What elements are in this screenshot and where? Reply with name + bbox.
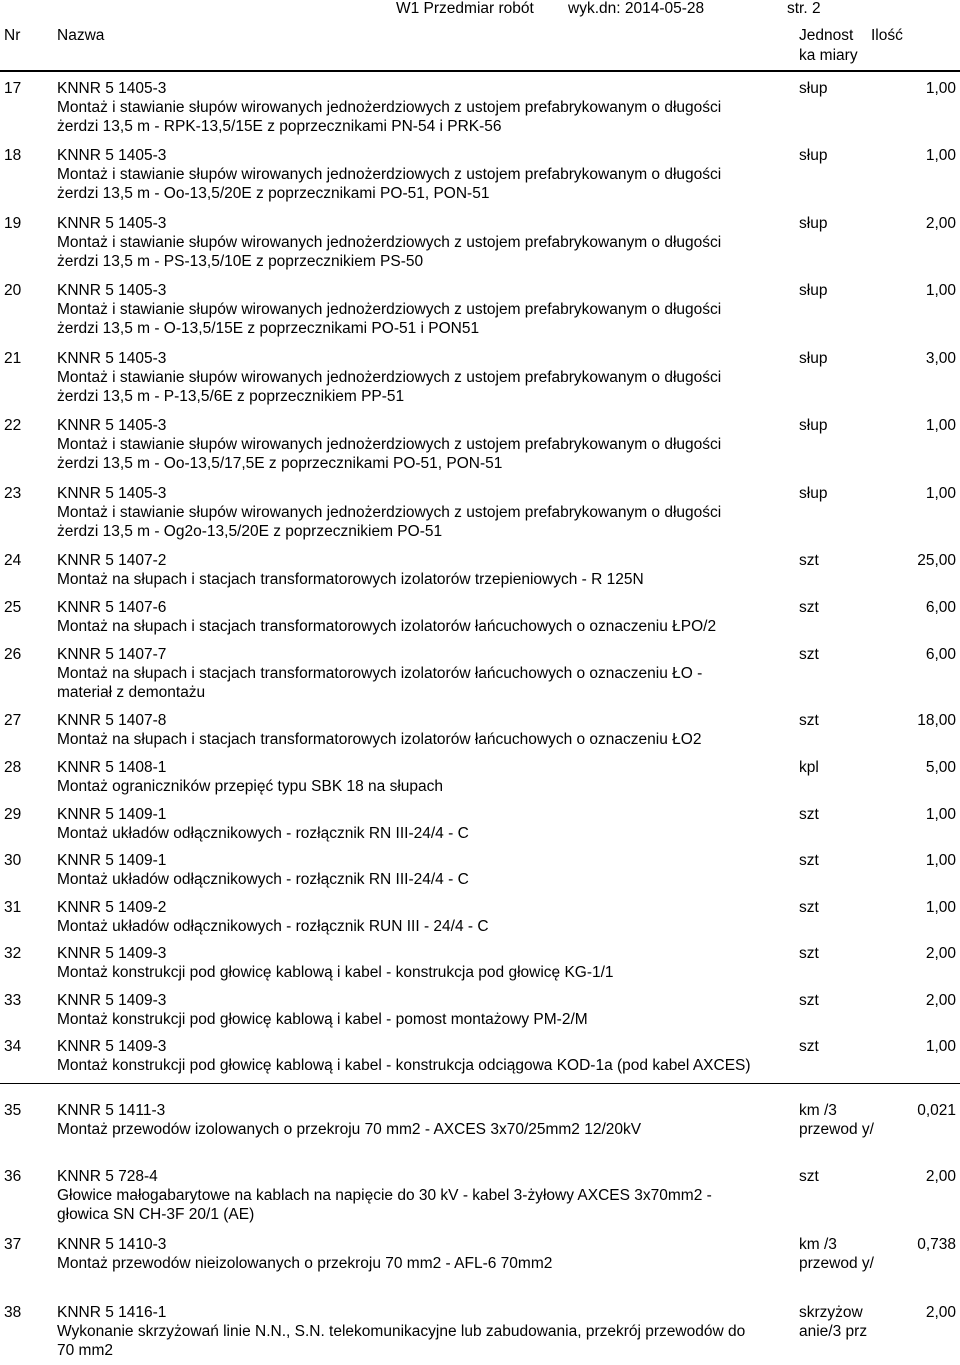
row-code: KNNR 5 1407-2 bbox=[57, 552, 167, 569]
row-code: KNNR 5 1408-1 bbox=[57, 759, 167, 776]
row-unit: szt bbox=[799, 552, 819, 569]
row-code: KNNR 5 1405-3 bbox=[57, 282, 167, 299]
row-unit: skrzyżow anie/3 prz bbox=[799, 1304, 868, 1340]
row-quantity: 2,00 bbox=[925, 1168, 956, 1185]
row-unit: szt bbox=[799, 899, 819, 916]
row-desc-line-1: Montaż na słupach i stacjach transformatorowych izolatorów trzepieniowych - R 125N bbox=[57, 571, 644, 588]
row-code: KNNR 5 728-4 bbox=[57, 1168, 158, 1185]
row-desc-line-1: Montaż i stawianie słupów wirowanych jednożerdziowych z ustojem prefabrykowanym o długości bbox=[57, 504, 722, 521]
row-desc-line-1: Montaż konstrukcji pod głowicę kablową i kabel - pomost montażowy PM-2/M bbox=[57, 1011, 588, 1028]
row-quantity: 1,00 bbox=[925, 899, 956, 916]
row-desc-line-1: Montaż i stawianie słupów wirowanych jednożerdziowych z ustojem prefabrykowanym o długości bbox=[57, 301, 722, 318]
row-number: 38 bbox=[4, 1304, 22, 1321]
row-code: KNNR 5 1409-3 bbox=[57, 1038, 167, 1055]
row-desc-line-1: Montaż na słupach i stacjach transformatorowych izolatorów łańcuchowych o oznaczeniu ŁO - bbox=[57, 665, 703, 682]
row-code: KNNR 5 1405-3 bbox=[57, 417, 167, 434]
row-unit: szt bbox=[799, 646, 819, 663]
row-number: 29 bbox=[4, 806, 22, 823]
row-quantity: 6,00 bbox=[925, 646, 956, 663]
row-number: 35 bbox=[4, 1102, 22, 1119]
row-quantity: 3,00 bbox=[925, 350, 956, 367]
row-unit: słup bbox=[799, 215, 828, 232]
row-code: KNNR 5 1407-8 bbox=[57, 712, 167, 729]
row-number: 37 bbox=[4, 1236, 22, 1253]
row-unit: szt bbox=[799, 852, 819, 869]
row-desc-line-1: Montaż i stawianie słupów wirowanych jednożerdziowych z ustojem prefabrykowanym o długości bbox=[57, 99, 722, 116]
row-description bbox=[57, 79, 769, 136]
row-quantity: 1,00 bbox=[925, 282, 956, 299]
row-quantity: 2,00 bbox=[925, 215, 956, 232]
row-code: KNNR 5 1405-3 bbox=[57, 485, 167, 502]
row-quantity: 0,021 bbox=[917, 1102, 956, 1119]
row-quantity: 25,00 bbox=[917, 552, 956, 569]
row-unit: szt bbox=[799, 992, 819, 1009]
row-unit: szt bbox=[799, 1168, 819, 1185]
row-number: 24 bbox=[4, 552, 22, 569]
row-quantity: 2,00 bbox=[925, 945, 956, 962]
row-number: 36 bbox=[4, 1168, 22, 1185]
row-code: KNNR 5 1409-1 bbox=[57, 806, 167, 823]
row-desc-line-2: żerdzi 13,5 m - Oo-13,5/17,5E z poprzecznikami PO-51, PON-51 bbox=[57, 455, 503, 472]
row-desc-line-1: Montaż układów odłącznikowych - rozłącznik RUN III - 24/4 - C bbox=[57, 918, 489, 935]
row-desc-line-1: Montaż na słupach i stacjach transformatorowych izolatorów łańcuchowych o oznaczeniu ŁPO/2 bbox=[57, 618, 717, 635]
row-desc-line-2: żerdzi 13,5 m - O-13,5/15E z poprzecznikami PO-51 i PON51 bbox=[57, 320, 480, 337]
row-desc-line-1: Montaż konstrukcji pod głowicę kablową i kabel - konstrukcja odciągowa KOD-1a (pod kabel AXCES) bbox=[57, 1057, 751, 1074]
row-number: 25 bbox=[4, 599, 22, 616]
row-number: 17 bbox=[4, 80, 22, 97]
row-desc-line-2: żerdzi 13,5 m - RPK-13,5/15E z poprzecznikami PN-54 i PRK-56 bbox=[57, 118, 502, 135]
row-unit: szt bbox=[799, 599, 819, 616]
column-header-unit: Jednost ka miary bbox=[799, 27, 858, 64]
row-desc-line-1: Montaż ograniczników przepięć typu SBK 18 na słupach bbox=[57, 778, 443, 795]
row-code: KNNR 5 1407-7 bbox=[57, 646, 167, 663]
row-description bbox=[57, 146, 769, 203]
row-quantity: 1,00 bbox=[925, 147, 956, 164]
row-unit: kpl bbox=[799, 759, 819, 776]
row-desc-line-1: Wykonanie skrzyżowań linie N.N., S.N. telekomunikacyjne lub zabudowania, przekrój przewodów do bbox=[57, 1323, 746, 1340]
row-number: 19 bbox=[4, 215, 22, 232]
row-number: 26 bbox=[4, 646, 22, 663]
section-divider bbox=[0, 1083, 960, 1084]
row-description bbox=[57, 214, 769, 271]
row-desc-line-1: Montaż i stawianie słupów wirowanych jednożerdziowych z ustojem prefabrykowanym o długości bbox=[57, 166, 722, 183]
document-title: W1 Przedmiar robót bbox=[396, 0, 534, 17]
row-desc-line-1: Montaż i stawianie słupów wirowanych jednożerdziowych z ustojem prefabrykowanym o długości bbox=[57, 369, 722, 386]
column-header-qty: Ilość bbox=[871, 27, 903, 44]
row-number: 22 bbox=[4, 417, 22, 434]
row-quantity: 0,738 bbox=[917, 1236, 956, 1253]
row-code: KNNR 5 1405-3 bbox=[57, 80, 167, 97]
row-desc-line-1: Montaż przewodów izolowanych o przekroju 70 mm2 - AXCES 3x70/25mm2 12/20kV bbox=[57, 1121, 642, 1138]
row-code: KNNR 5 1407-6 bbox=[57, 599, 167, 616]
row-description bbox=[57, 1235, 769, 1273]
row-desc-line-2: żerdzi 13,5 m - P-13,5/6E z poprzecznikiem PP-51 bbox=[57, 388, 405, 405]
row-unit: szt bbox=[799, 712, 819, 729]
row-unit: słup bbox=[799, 350, 828, 367]
row-desc-line-2: materiał z demontażu bbox=[57, 684, 206, 701]
row-quantity: 6,00 bbox=[925, 599, 956, 616]
row-number: 31 bbox=[4, 899, 22, 916]
row-description bbox=[57, 711, 769, 749]
row-desc-line-2: 70 mm2 bbox=[57, 1342, 113, 1359]
row-unit: szt bbox=[799, 945, 819, 962]
row-quantity: 1,00 bbox=[925, 80, 956, 97]
row-number: 30 bbox=[4, 852, 22, 869]
row-code: KNNR 5 1409-2 bbox=[57, 899, 167, 916]
row-desc-line-1: Montaż i stawianie słupów wirowanych jednożerdziowych z ustojem prefabrykowanym o długości bbox=[57, 234, 722, 251]
row-quantity: 1,00 bbox=[925, 1038, 956, 1055]
row-unit: km /3 przewod y/ bbox=[799, 1236, 874, 1272]
row-unit: szt bbox=[799, 806, 819, 823]
row-code: KNNR 5 1405-3 bbox=[57, 350, 167, 367]
row-code: KNNR 5 1411-3 bbox=[57, 1102, 166, 1119]
row-code: KNNR 5 1405-3 bbox=[57, 215, 167, 232]
row-desc-line-2: żerdzi 13,5 m - Og2o-13,5/20E z poprzecznikiem PO-51 bbox=[57, 523, 443, 540]
row-code: KNNR 5 1409-3 bbox=[57, 992, 167, 1009]
row-number: 23 bbox=[4, 485, 22, 502]
row-desc-line-1: Montaż na słupach i stacjach transformatorowych izolatorów łańcuchowych o oznaczeniu ŁO2 bbox=[57, 731, 702, 748]
row-quantity: 1,00 bbox=[925, 417, 956, 434]
row-unit: słup bbox=[799, 282, 828, 299]
row-description bbox=[57, 551, 769, 589]
row-quantity: 2,00 bbox=[925, 1304, 956, 1321]
row-unit: słup bbox=[799, 147, 828, 164]
row-desc-line-1: Montaż konstrukcji pod głowicę kablową i kabel - konstrukcja pod głowicę KG-1/1 bbox=[57, 964, 614, 981]
row-number: 28 bbox=[4, 759, 22, 776]
header-divider bbox=[0, 70, 960, 72]
row-description bbox=[57, 416, 769, 473]
row-description bbox=[57, 281, 769, 338]
row-description bbox=[57, 349, 769, 406]
row-desc-line-2: żerdzi 13,5 m - PS-13,5/10E z poprzecznikiem PS-50 bbox=[57, 253, 424, 270]
row-description bbox=[57, 1303, 769, 1360]
row-desc-line-2: głowica SN CH-3F 20/1 (AE) bbox=[57, 1206, 255, 1223]
row-number: 27 bbox=[4, 712, 22, 729]
page-header bbox=[0, 0, 960, 20]
row-quantity: 5,00 bbox=[925, 759, 956, 776]
row-description bbox=[57, 1037, 769, 1075]
row-unit: szt bbox=[799, 1038, 819, 1055]
row-code: KNNR 5 1405-3 bbox=[57, 147, 167, 164]
row-quantity: 1,00 bbox=[925, 852, 956, 869]
row-quantity: 2,00 bbox=[925, 992, 956, 1009]
document-date: wyk.dn: 2014-05-28 bbox=[568, 0, 705, 17]
row-description bbox=[57, 944, 769, 982]
row-description bbox=[57, 598, 769, 636]
row-code: KNNR 5 1409-3 bbox=[57, 945, 167, 962]
row-code: KNNR 5 1410-3 bbox=[57, 1236, 167, 1253]
row-unit: km /3 przewod y/ bbox=[799, 1102, 874, 1138]
row-number: 33 bbox=[4, 992, 22, 1009]
row-description bbox=[57, 484, 769, 541]
row-desc-line-1: Głowice małogabarytowe na kablach na napięcie do 30 kV - kabel 3-żyłowy AXCES 3x70mm2 - bbox=[57, 1187, 712, 1204]
row-description bbox=[57, 898, 769, 936]
row-unit: słup bbox=[799, 417, 828, 434]
row-code: KNNR 5 1409-1 bbox=[57, 852, 167, 869]
row-quantity: 1,00 bbox=[925, 485, 956, 502]
row-number: 20 bbox=[4, 282, 22, 299]
row-desc-line-1: Montaż układów odłącznikowych - rozłącznik RN III-24/4 - C bbox=[57, 871, 469, 888]
row-number: 18 bbox=[4, 147, 22, 164]
row-description bbox=[57, 991, 769, 1029]
row-description bbox=[57, 1101, 769, 1139]
column-header-name: Nazwa bbox=[57, 27, 105, 44]
row-desc-line-2: żerdzi 13,5 m - Oo-13,5/20E z poprzecznikami PO-51, PON-51 bbox=[57, 185, 490, 202]
row-desc-line-1: Montaż układów odłącznikowych - rozłącznik RN III-24/4 - C bbox=[57, 825, 469, 842]
row-unit: słup bbox=[799, 80, 828, 97]
row-desc-line-1: Montaż i stawianie słupów wirowanych jednożerdziowych z ustojem prefabrykowanym o długości bbox=[57, 436, 722, 453]
row-description bbox=[57, 758, 769, 796]
row-description bbox=[57, 805, 769, 843]
row-description bbox=[57, 645, 769, 702]
row-description bbox=[57, 851, 769, 889]
row-number: 32 bbox=[4, 945, 22, 962]
row-code: KNNR 5 1416-1 bbox=[57, 1304, 167, 1321]
row-quantity: 1,00 bbox=[925, 806, 956, 823]
row-number: 21 bbox=[4, 350, 22, 367]
row-quantity: 18,00 bbox=[917, 712, 956, 729]
column-header-nr: Nr bbox=[4, 27, 21, 44]
page-number: str. 2 bbox=[787, 0, 821, 17]
row-number: 34 bbox=[4, 1038, 22, 1055]
row-desc-line-1: Montaż przewodów nieizolowanych o przekroju 70 mm2 - AFL-6 70mm2 bbox=[57, 1255, 553, 1272]
row-description bbox=[57, 1167, 769, 1224]
row-unit: słup bbox=[799, 485, 828, 502]
